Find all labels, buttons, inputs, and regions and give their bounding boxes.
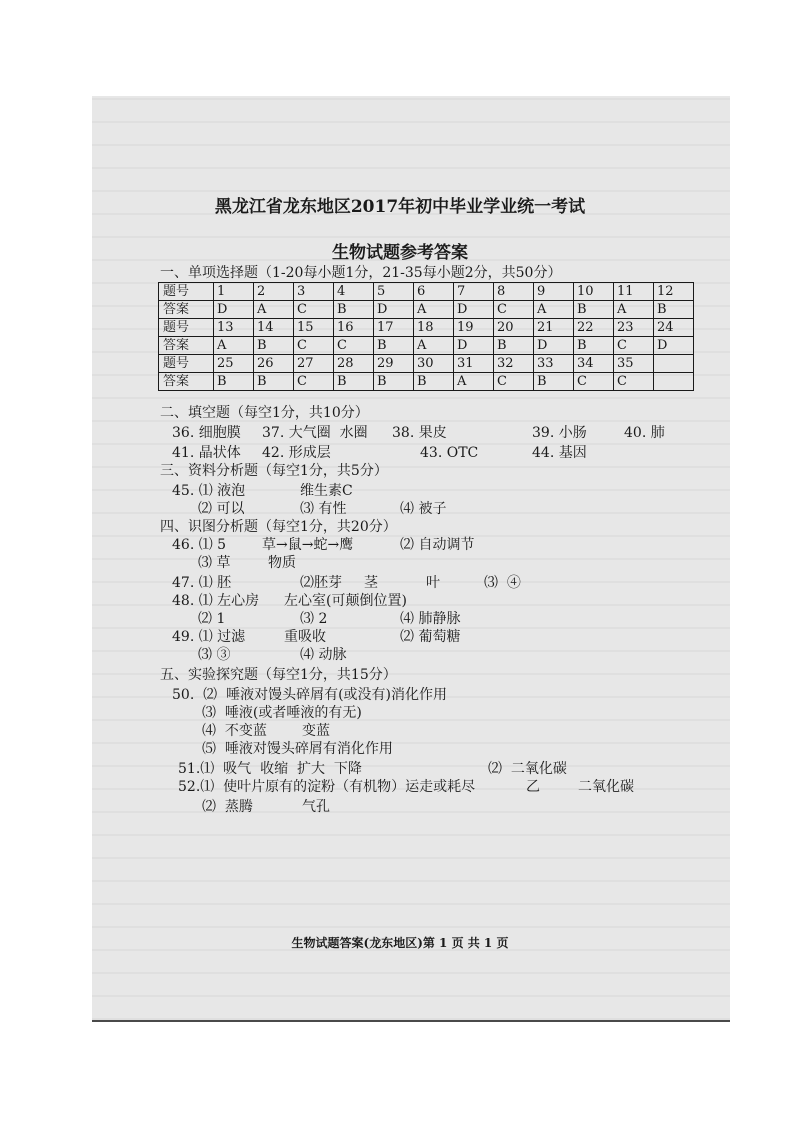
table-row bbox=[159, 373, 694, 391]
answer-51-1: 51.⑴ 吸气 收缩 扩大 下降 bbox=[178, 761, 362, 777]
table-row-header: 题号 bbox=[159, 283, 214, 301]
table-row-header: 答案 bbox=[159, 337, 214, 355]
answer-48-1b: 左心室(可颠倒位置) bbox=[284, 593, 407, 609]
table-cell: 19 bbox=[454, 319, 494, 337]
table-cell: D bbox=[454, 337, 494, 355]
answer-45-1b: 维生素C bbox=[300, 483, 353, 499]
answer-47-3: ⑶ ④ bbox=[484, 575, 521, 591]
answer-50-5: ⑸ 唾液对馒头碎屑有消化作用 bbox=[202, 741, 393, 757]
answer-46-1: 46. ⑴ 5 bbox=[172, 537, 227, 553]
answer-40: 40. 肺 bbox=[624, 425, 665, 441]
table-cell: A bbox=[454, 373, 494, 391]
table-cell: 31 bbox=[454, 355, 494, 373]
table-row-header: 答案 bbox=[159, 301, 214, 319]
table-cell: B bbox=[334, 301, 374, 319]
table-cell: C bbox=[494, 301, 534, 319]
table-cell: A bbox=[534, 301, 574, 319]
table-cell bbox=[654, 355, 694, 373]
table-cell: 16 bbox=[334, 319, 374, 337]
answer-41: 41. 晶状体 bbox=[172, 445, 241, 461]
table-cell: D bbox=[374, 301, 414, 319]
table-cell: 28 bbox=[334, 355, 374, 373]
answer-45-2: ⑵ 可以 bbox=[198, 501, 245, 517]
answer-key-subtitle: 生物试题参考答案 bbox=[332, 243, 468, 263]
answer-49-4: ⑷ 动脉 bbox=[300, 647, 347, 663]
table-cell: B bbox=[254, 337, 294, 355]
table-cell: D bbox=[654, 337, 694, 355]
table-cell: B bbox=[574, 337, 614, 355]
answer-46-1b: 草→鼠→蛇→鹰 bbox=[262, 537, 354, 553]
table-cell: 8 bbox=[494, 283, 534, 301]
table-cell: 32 bbox=[494, 355, 534, 373]
table-cell: 35 bbox=[614, 355, 654, 373]
answer-48-2: ⑵ 1 bbox=[198, 611, 226, 627]
answer-38: 38. 果皮 bbox=[392, 425, 447, 441]
page-footer: 生物试题答案(龙东地区)第 1 页 共 1 页 bbox=[291, 936, 509, 950]
answer-44: 44. 基因 bbox=[532, 445, 587, 461]
table-cell: 10 bbox=[574, 283, 614, 301]
table-cell: 27 bbox=[294, 355, 334, 373]
table-cell: B bbox=[374, 337, 414, 355]
table-row bbox=[159, 337, 694, 355]
table-cell: B bbox=[334, 373, 374, 391]
table-cell: 4 bbox=[334, 283, 374, 301]
table-cell: 24 bbox=[654, 319, 694, 337]
table-cell: C bbox=[334, 337, 374, 355]
table-cell: D bbox=[214, 301, 254, 319]
answer-47-1: 47. ⑴ 胚 bbox=[172, 575, 232, 591]
answer-48-4: ⑷ 肺静脉 bbox=[400, 611, 461, 627]
table-row bbox=[159, 319, 694, 337]
answer-45-3: ⑶ 有性 bbox=[300, 501, 347, 517]
answer-49-1b: 重吸收 bbox=[284, 629, 326, 645]
answer-45-4: ⑷ 被子 bbox=[400, 501, 447, 517]
answer-52-2b: 气孔 bbox=[302, 799, 330, 815]
table-cell: A bbox=[414, 337, 454, 355]
table-cell: B bbox=[574, 301, 614, 319]
table-cell: 17 bbox=[374, 319, 414, 337]
table-cell: B bbox=[414, 373, 454, 391]
table-cell: 11 bbox=[614, 283, 654, 301]
table-cell: A bbox=[214, 337, 254, 355]
answer-50-4: ⑷ 不变蓝 bbox=[202, 723, 267, 739]
table-row-header: 题号 bbox=[159, 355, 214, 373]
table-cell: C bbox=[614, 337, 654, 355]
table-cell: C bbox=[494, 373, 534, 391]
table-cell: 6 bbox=[414, 283, 454, 301]
answer-52-1b: 乙 bbox=[526, 779, 540, 795]
answer-52-1: 52.⑴ 使叶片原有的淀粉（有机物）运走或耗尽 bbox=[178, 779, 476, 795]
section-3-heading: 三、资料分析题（每空1分，共5分） bbox=[160, 463, 388, 479]
answer-47-2c: 叶 bbox=[426, 575, 440, 591]
table-cell: 34 bbox=[574, 355, 614, 373]
answer-47-2b: 茎 bbox=[364, 575, 378, 591]
table-cell: 7 bbox=[454, 283, 494, 301]
answer-36: 36. 细胞膜 bbox=[172, 425, 241, 441]
table-cell: C bbox=[294, 301, 334, 319]
table-cell: 13 bbox=[214, 319, 254, 337]
section-2-heading: 二、填空题（每空1分，共10分） bbox=[160, 405, 369, 421]
table-cell: 20 bbox=[494, 319, 534, 337]
table-cell: 14 bbox=[254, 319, 294, 337]
table-row-header: 答案 bbox=[159, 373, 214, 391]
table-cell: C bbox=[574, 373, 614, 391]
answer-table bbox=[158, 282, 694, 391]
table-row bbox=[159, 355, 694, 373]
table-cell: A bbox=[614, 301, 654, 319]
table-cell: B bbox=[494, 337, 534, 355]
table-cell: 18 bbox=[414, 319, 454, 337]
table-cell: D bbox=[534, 337, 574, 355]
table-cell: 26 bbox=[254, 355, 294, 373]
table-cell: A bbox=[254, 301, 294, 319]
table-cell: 2 bbox=[254, 283, 294, 301]
table-cell: 5 bbox=[374, 283, 414, 301]
table-cell: 15 bbox=[294, 319, 334, 337]
answer-50-4b: 变蓝 bbox=[302, 723, 330, 739]
table-cell: 30 bbox=[414, 355, 454, 373]
answer-46-2: ⑵ 自动调节 bbox=[400, 537, 475, 553]
table-cell: 21 bbox=[534, 319, 574, 337]
answer-45-1: 45. ⑴ 液泡 bbox=[172, 483, 246, 499]
table-cell: 29 bbox=[374, 355, 414, 373]
answer-52-2: ⑵ 蒸腾 bbox=[202, 799, 253, 815]
table-cell: B bbox=[374, 373, 414, 391]
table-cell: B bbox=[214, 373, 254, 391]
answer-37: 37. 大气圈 水圈 bbox=[262, 425, 368, 441]
answer-52-1c: 二氧化碳 bbox=[578, 779, 634, 795]
section-5-heading: 五、实验探究题（每空1分，共15分） bbox=[160, 667, 397, 683]
table-row bbox=[159, 301, 694, 319]
table-cell: 25 bbox=[214, 355, 254, 373]
answer-48-3: ⑶ 2 bbox=[300, 611, 328, 627]
section-1-heading: 一、单项选择题（1-20每小题1分，21-35每小题2分，共50分） bbox=[160, 265, 562, 281]
answer-46-3: ⑶ 草 bbox=[198, 555, 231, 571]
answer-49-2: ⑵ 葡萄糖 bbox=[400, 629, 461, 645]
table-row-header: 题号 bbox=[159, 319, 214, 337]
answer-50-2: 50. ⑵ 唾液对馒头碎屑有(或没有)消化作用 bbox=[172, 687, 447, 703]
table-cell: C bbox=[294, 373, 334, 391]
table-cell: B bbox=[534, 373, 574, 391]
scanned-page-background bbox=[92, 96, 730, 1022]
table-cell: B bbox=[254, 373, 294, 391]
answer-50-3: ⑶ 唾液(或者唾液的有无) bbox=[202, 705, 362, 721]
exam-title: 黑龙江省龙东地区2017年初中毕业学业统一考试 bbox=[214, 197, 586, 217]
table-cell: 1 bbox=[214, 283, 254, 301]
table-cell: 22 bbox=[574, 319, 614, 337]
table-cell: 9 bbox=[534, 283, 574, 301]
answer-47-2: ⑵胚芽 bbox=[300, 575, 342, 591]
answer-51-2: ⑵ 二氧化碳 bbox=[488, 761, 567, 777]
table-cell: C bbox=[294, 337, 334, 355]
table-cell: A bbox=[414, 301, 454, 319]
table-cell: 12 bbox=[654, 283, 694, 301]
table-cell: D bbox=[454, 301, 494, 319]
table-cell: 23 bbox=[614, 319, 654, 337]
table-cell bbox=[654, 373, 694, 391]
answer-46-3b: 物质 bbox=[268, 555, 296, 571]
answer-42: 42. 形成层 bbox=[262, 445, 331, 461]
answer-49-1: 49. ⑴ 过滤 bbox=[172, 629, 246, 645]
table-cell: 33 bbox=[534, 355, 574, 373]
answer-39: 39. 小肠 bbox=[532, 425, 587, 441]
table-cell: C bbox=[614, 373, 654, 391]
answer-43: 43. OTC bbox=[420, 445, 479, 461]
section-4-heading: 四、识图分析题（每空1分，共20分） bbox=[160, 519, 397, 535]
answer-48-1: 48. ⑴ 左心房 bbox=[172, 593, 260, 609]
table-row bbox=[159, 283, 694, 301]
table-cell: B bbox=[654, 301, 694, 319]
table-cell: 3 bbox=[294, 283, 334, 301]
answer-49-3: ⑶ ③ bbox=[198, 647, 231, 663]
